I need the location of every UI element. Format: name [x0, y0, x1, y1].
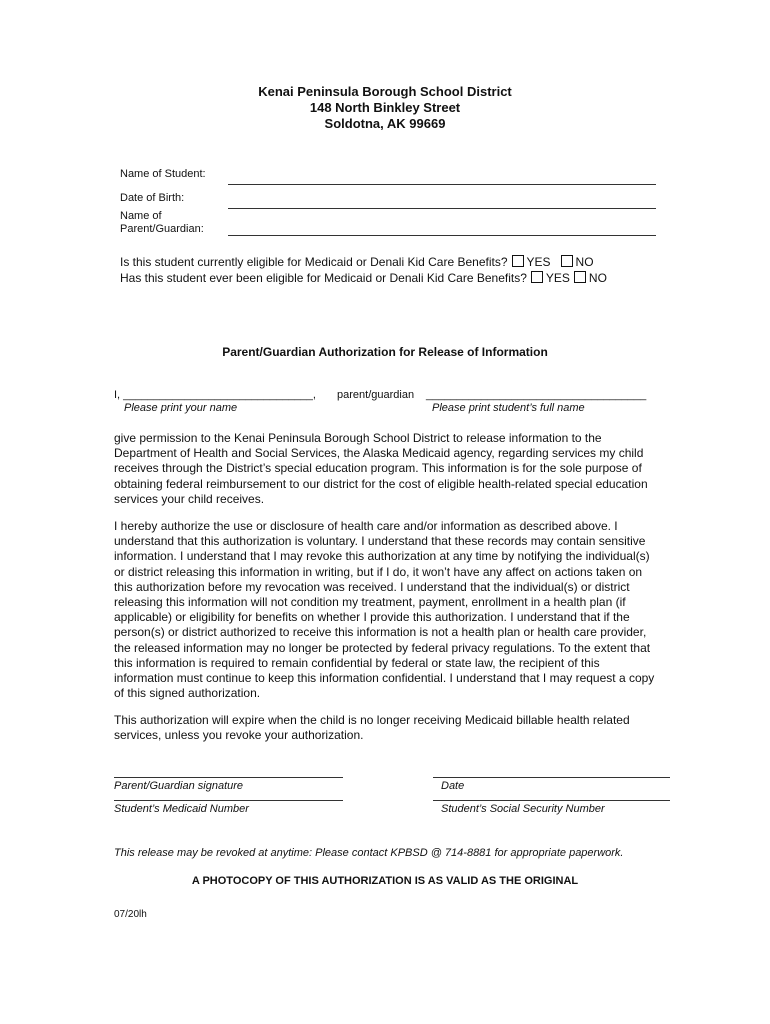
section-title: Parent/Guardian Authorization for Release of Information — [222, 345, 548, 359]
dob-label: Date of Birth: — [120, 192, 185, 204]
ever-no-label: NO — [588, 271, 607, 285]
ssn-label: Student’s Social Security Number — [441, 803, 605, 815]
ssn-line[interactable] — [433, 800, 670, 801]
question-current-eligibility — [120, 254, 594, 270]
guardian-signature-label: Parent/Guardian signature — [114, 780, 244, 792]
date-line[interactable] — [433, 777, 670, 778]
current-no-checkbox[interactable] — [561, 255, 573, 267]
student-full-name-blank[interactable]: ____________________________________ — [426, 389, 647, 401]
form-code: 07/20lh — [114, 909, 147, 920]
ever-yes-label: YES — [545, 271, 570, 285]
print-student-hint: Please print student’s full name — [432, 402, 585, 414]
current-no-label: NO — [575, 255, 594, 269]
parent-guardian-text: parent/guardian — [337, 389, 415, 401]
revoke-note: This release may be revoked at anytime: Please contact KPBSD @ 714-8881 for appropriate paperwork. — [114, 847, 624, 859]
permission-paragraph: give permission to the Kenai Peninsula Borough School District to release information to the Department of Health and Social Services, the Alaska Medicaid agency, regarding services my child receives through the District’s special education program. This information is for the sole purpose of obtaining federal reimbursement to our district for the cost of eligible health-related special education services your child receives. — [114, 431, 648, 506]
guardian-label-line1: Name of — [120, 210, 162, 222]
district-city: Soldotna, AK 99669 — [324, 116, 446, 131]
current-yes-label: YES — [526, 255, 551, 269]
authorization-paragraph: I hereby authorize the use or disclosure of health care and/or information as described above. I understand that this authorization is voluntary. I understand that these records may contain sensitive information. I understand that I may revoke this authorization at any time by notifying the individual(s) or district releasing this information in writing, but if I do, it won’t have any affect on actions taken on this authorization before my revocation was received. I understand that the individual(s) or district releasing this information will not condition my treatment, payment, enrollment in a health plan (if applicable) or eligibility for benefits on whether I provide this authorization. I understand that if the person(s) or district authorized to receive this information is not a health plan or health care provider, the released information may no longer be protected by federal privacy regulations. To the extent that this information is required to remain confidential by federal or state law, the recipient of this information must continue to keep this information confidential. I understand that I may request a copy of this signed authorization. — [114, 519, 655, 701]
ever-yes-checkbox[interactable] — [531, 271, 543, 283]
question-current-text: Is this student currently eligible for Medicaid or Denali Kid Care Benefits? — [120, 255, 508, 269]
question-ever-eligibility — [120, 270, 607, 286]
expiration-paragraph: This authorization will expire when the child is no longer receiving Medicaid billable health related services, unless you revoke your authorization. — [114, 713, 630, 743]
your-name-blank[interactable]: I, _______________________________, — [114, 389, 316, 401]
current-yes-checkbox[interactable] — [512, 255, 524, 267]
date-label: Date — [441, 780, 465, 792]
photocopy-note: A PHOTOCOPY OF THIS AUTHORIZATION IS AS VALID AS THE ORIGINAL — [191, 875, 579, 887]
ever-no-checkbox[interactable] — [574, 271, 586, 283]
guardian-name-field[interactable] — [228, 235, 656, 236]
print-name-hint: Please print your name — [124, 402, 238, 414]
guardian-signature-line[interactable] — [114, 777, 343, 778]
guardian-label-line2: Parent/Guardian: — [120, 223, 204, 235]
district-street: 148 North Binkley Street — [309, 100, 461, 115]
dob-field[interactable] — [228, 208, 656, 209]
medicaid-number-label: Student’s Medicaid Number — [114, 803, 249, 815]
question-ever-text: Has this student ever been eligible for Medicaid or Denali Kid Care Benefits? — [120, 271, 527, 285]
district-name: Kenai Peninsula Borough School District — [258, 84, 512, 99]
student-name-field[interactable] — [228, 184, 656, 185]
student-name-label: Name of Student: — [120, 168, 206, 180]
medicaid-number-line[interactable] — [114, 800, 343, 801]
